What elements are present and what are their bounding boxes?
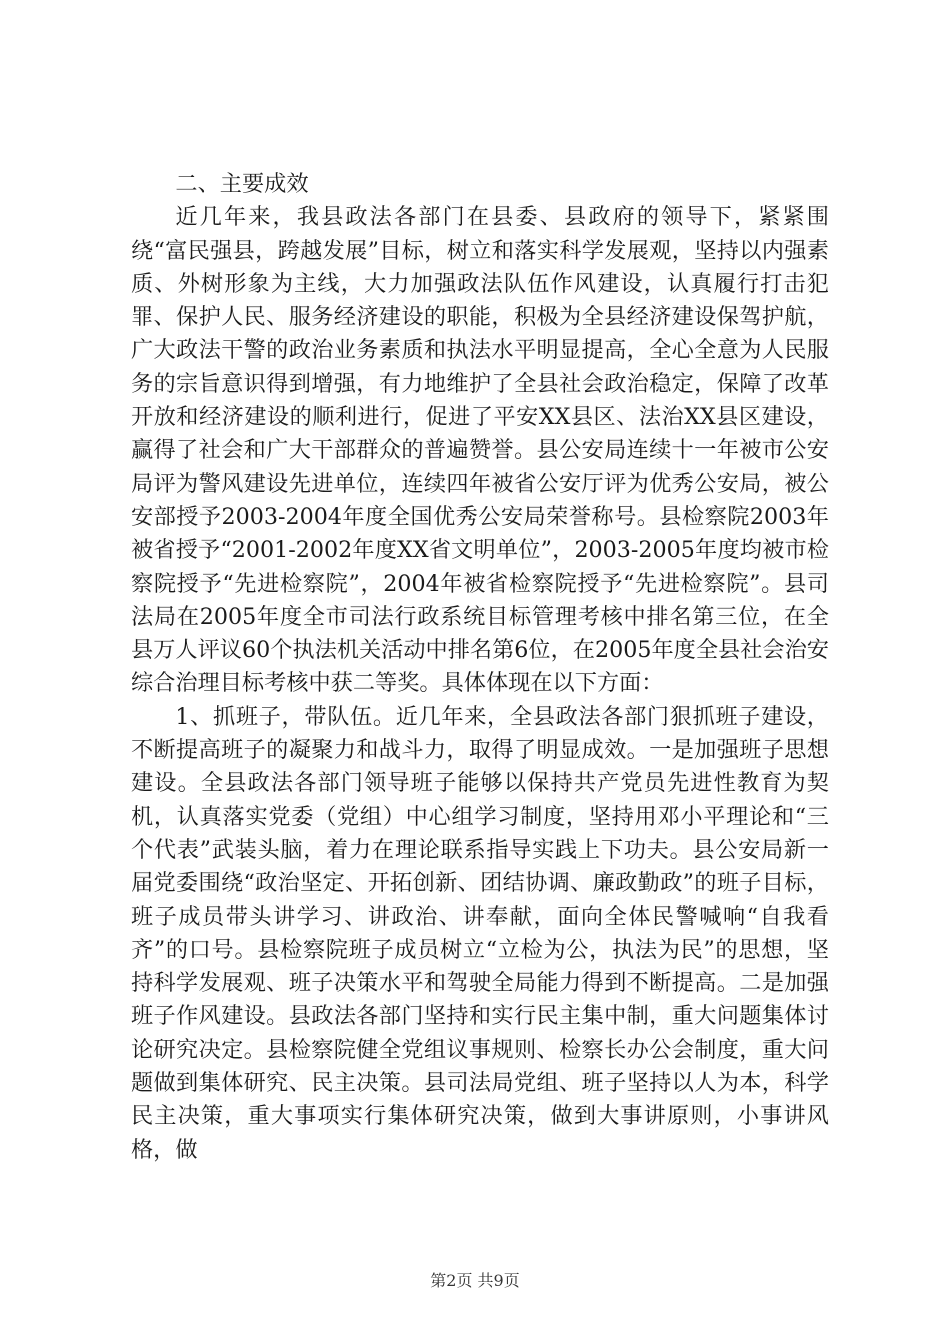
document-body (131, 168, 829, 1167)
paragraph-leadership: 1、抓班子，带队伍。近几年来，全县政法各部门狠抓班子建设，不断提高班子的凝聚力和战斗力，取得了明显成效。一是加强班子思想建设。全县政法各部门领导班子能够以保持共产党员先进性教育为契机，认真落实党委（党组）中心组学习制度，坚持用邓小平理论和“三个代表”武装头脑，着力在理论联系指导实践上下功夫。县公安局新一届党委围绕“政治坚定、开拓创新、团结协调、廉政勤政”的班子目标，班子成员带头讲学习、讲政治、讲奉献，面向全体民警喊响“自我看齐”的口号。县检察院班子成员树立“立检为公，执法为民”的思想，坚持科学发展观、班子决策水平和驾驶全局能力得到不断提高。二是加强班子作风建设。县政法各部门坚持和实行民主集中制，重大问题集体讨论研究决定。县检察院健全党组议事规则、检察长办公会制度，重大问题做到集体研究、民主决策。县司法局党组、班子坚持以人为本，科学民主决策，重大事项实行集体研究决策，做到大事讲原则，小事讲风格，做 (131, 703, 829, 1163)
paragraph-overview: 近几年来，我县政法各部门在县委、县政府的领导下，紧紧围绕“富民强县，跨越发展”目标，树立和落实科学发展观，坚持以内强素质、外树形象为主线，大力加强政法队伍作风建设，认真履行打击犯罪、保护人民、服务经济建设的职能，积极为全县经济建设保驾护航，广大政法干警的政治业务素质和执法水平明显提高，全心全意为人民服务的宗旨意识得到增强，有力地维护了全县社会政治稳定，保障了改革开放和经济建设的顺利进行，促进了平安XX县区、法治XX县区建设，赢得了社会和广大干部群众的普遍赞誉。县公安局连续十一年被市公安局评为警风建设先进单位，连续四年被省公安厅评为优秀公安局，被公安部授予2003-2004年度全国优秀公安局荣誉称号。县检察院2003年被省授予“2001-2002年度XX省文明单位”，2003-2005年度均被市检察院授予“先进检察院”，2004年被省检察院授予“先进检察院”。县司法局在2005年度全市司法行政系统目标管理考核中排名第三位，在全县万人评议60个执法机关活动中排名第6位，在2005年度全县社会治安综合治理目标考核中获二等奖。具体体现在以下方面： (131, 204, 829, 697)
page-footer: 第2页 共9页 (430, 1271, 520, 1290)
section-heading: 二、主要成效 (175, 171, 309, 197)
